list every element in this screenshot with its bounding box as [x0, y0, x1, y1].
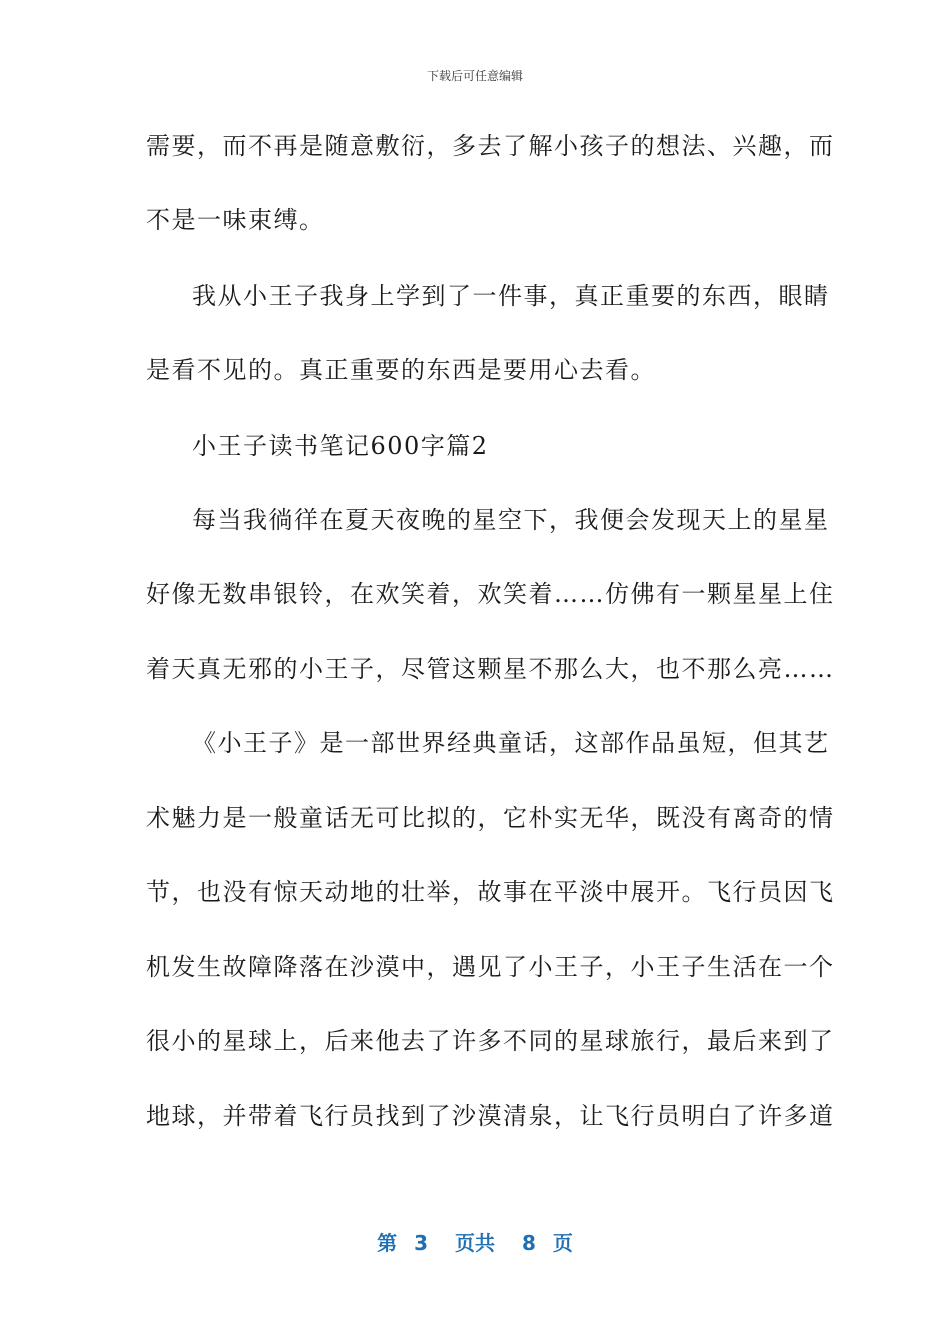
body-line: 每当我徜徉在夏天夜晚的星空下，我便会发现天上的星星: [192, 506, 830, 534]
body-line: 《小王子》是一部世界经典童话，这部作品虽短，但其艺: [192, 729, 830, 757]
current-page-number: 3: [414, 1231, 429, 1255]
page-suffix: 页: [552, 1231, 573, 1255]
body-line: 节，也没有惊天动地的壮举，故事在平淡中展开。飞行员因飞: [146, 878, 835, 906]
body-line: 地球，并带着飞行员找到了沙漠清泉，让飞行员明白了许多道: [146, 1102, 835, 1130]
page-header: 下载后可任意编辑: [426, 69, 523, 83]
page-total-label: 页共: [455, 1231, 495, 1255]
page-footer: [0, 1227, 950, 1256]
body-line: 是看不见的。真正重要的东西是要用心去看。: [146, 356, 656, 384]
total-page-number: 8: [521, 1231, 536, 1255]
body-line: 机发生故障降落在沙漠中，遇见了小王子，小王子生活在一个: [146, 953, 835, 981]
body-line: 很小的星球上，后来他去了许多不同的星球旅行，最后来到了: [146, 1027, 835, 1055]
body-line: 术魅力是一般童话无可比拟的，它朴实无华，既没有离奇的情: [146, 804, 835, 832]
body-line: 我从小王子我身上学到了一件事，真正重要的东西，眼睛: [192, 282, 830, 310]
body-line: 需要，而不再是随意敷衍，多去了解小孩子的想法、兴趣，而: [146, 132, 835, 160]
body-line: 着天真无邪的小王子，尽管这颗星不那么大，也不那么亮……: [146, 655, 835, 683]
body-line: 不是一味束缚。: [146, 206, 325, 234]
page-prefix: 第: [377, 1231, 398, 1255]
section-heading: 小王子读书笔记600字篇2: [192, 432, 489, 460]
body-line: 好像无数串银铃，在欢笑着，欢笑着……仿佛有一颗星星上住: [146, 580, 835, 608]
